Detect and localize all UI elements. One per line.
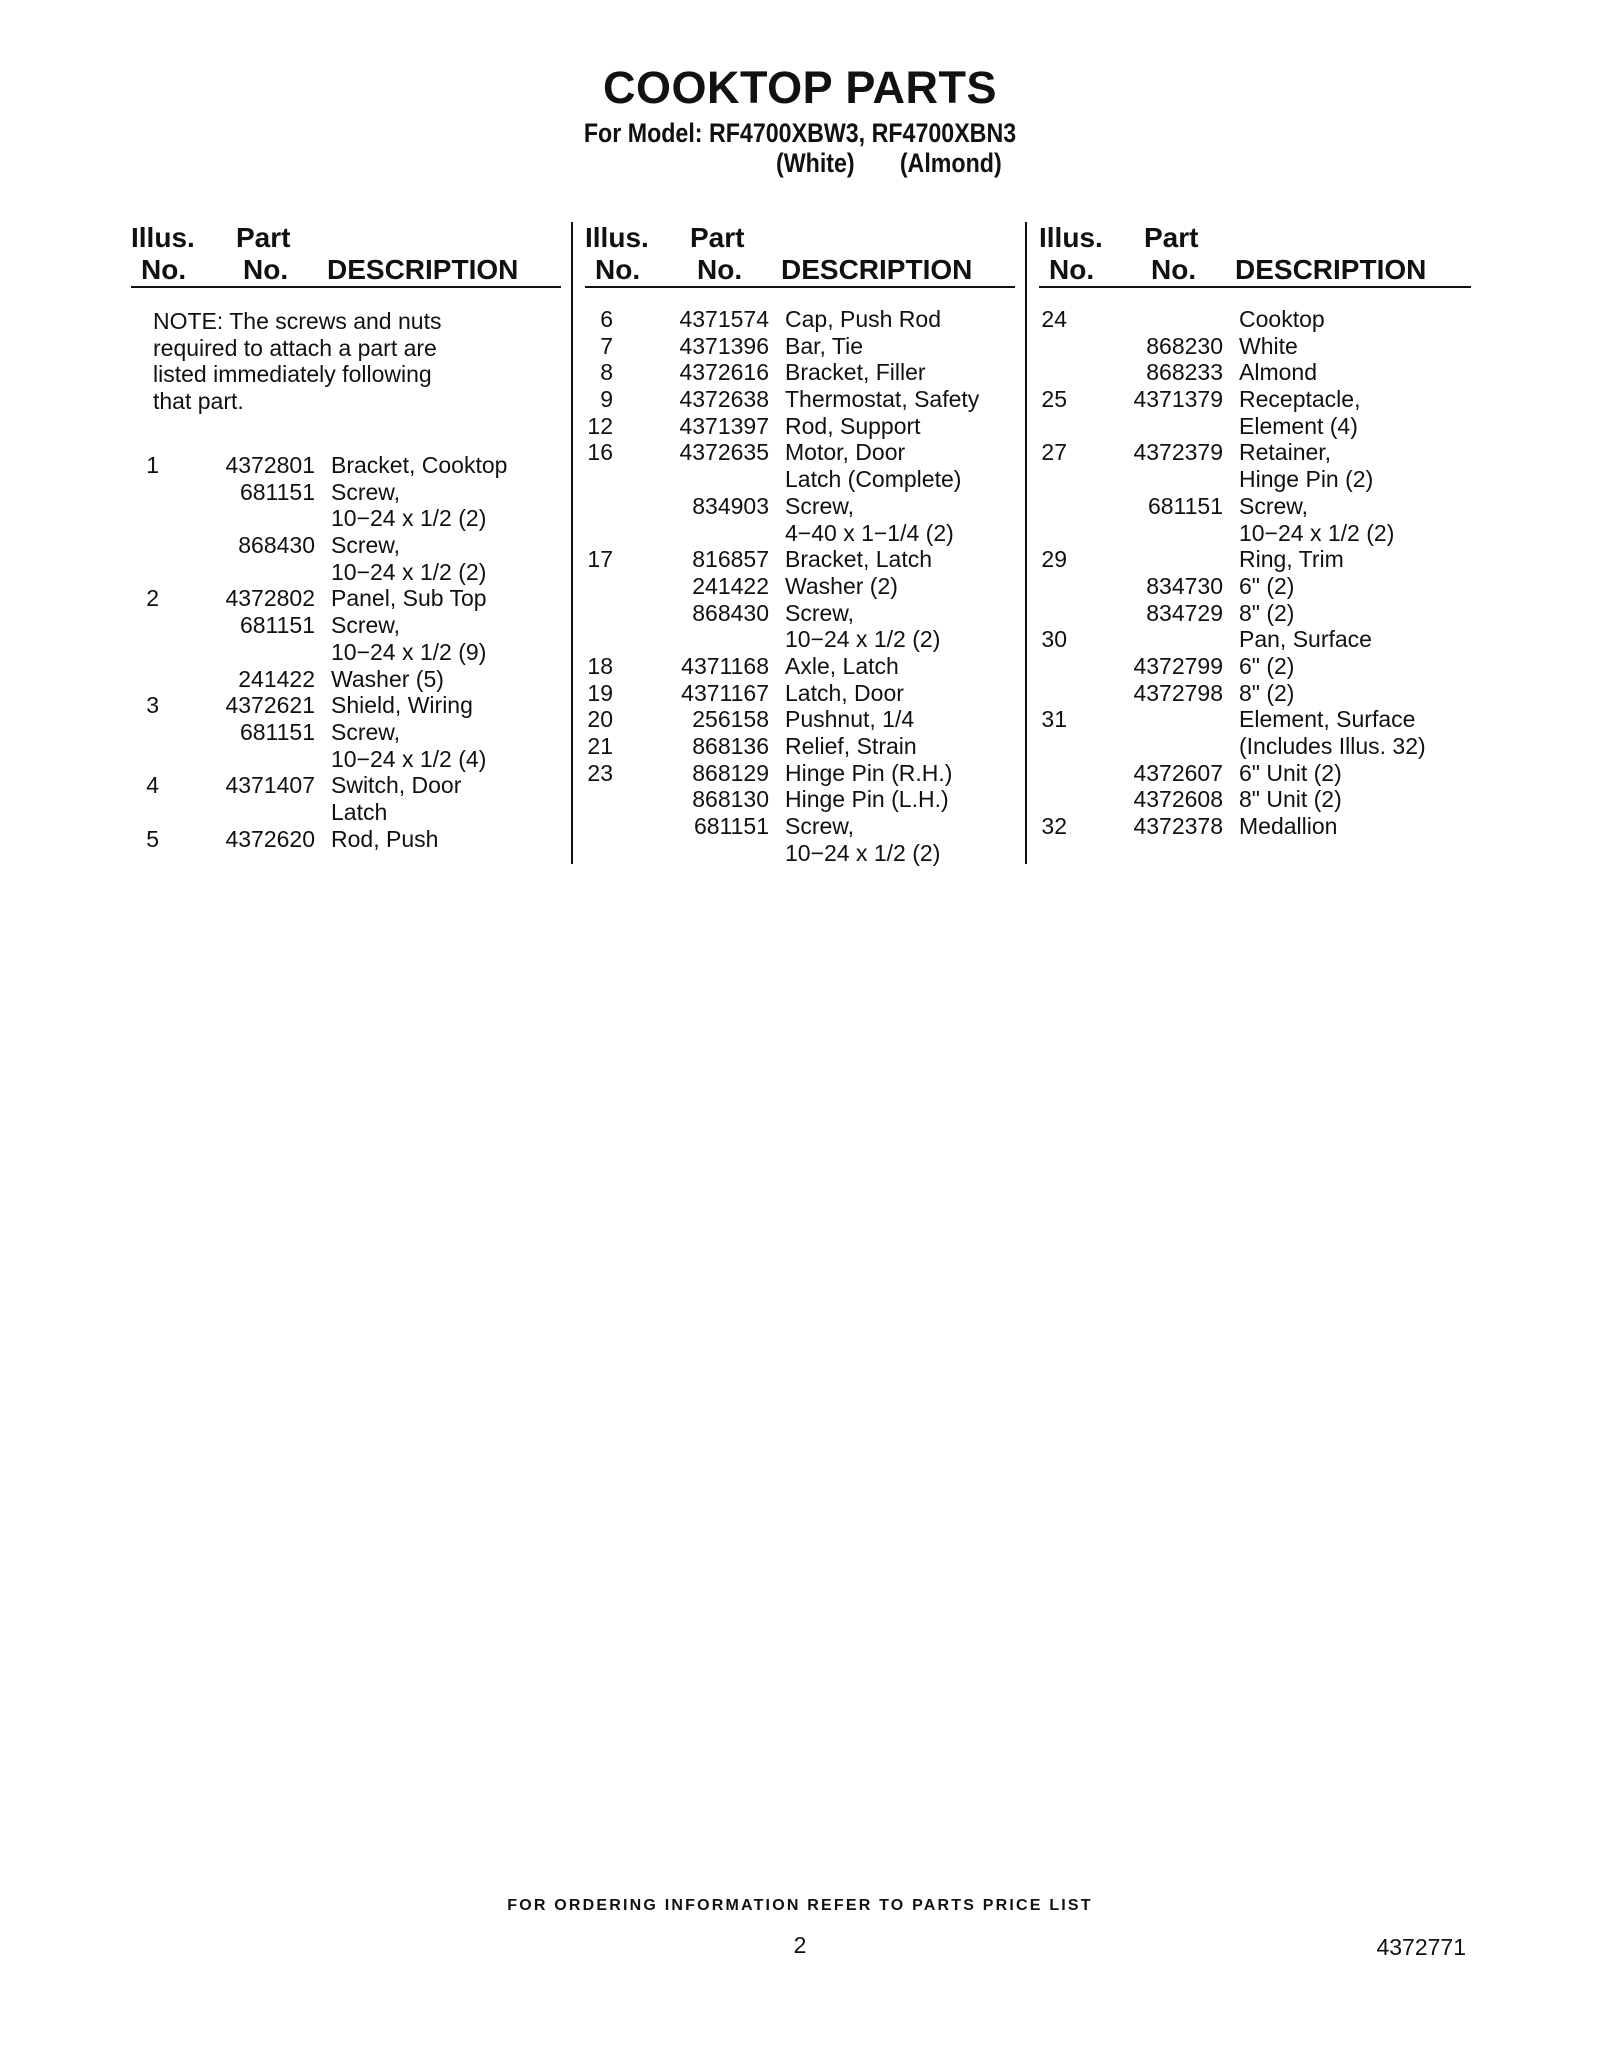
illus-no-header: No. xyxy=(1049,254,1095,285)
part-description: Motor, Door xyxy=(785,439,906,466)
part-number: 4372801 xyxy=(225,452,315,478)
part-number: 4371167 xyxy=(681,679,769,706)
part-description: Retainer, xyxy=(1239,439,1332,466)
illus-number: 2 xyxy=(146,585,159,612)
part-row xyxy=(585,520,1015,547)
part-description: Hinge Pin (2) xyxy=(1239,466,1374,493)
part-row xyxy=(1039,413,1469,440)
part-number: 4372608 xyxy=(1133,786,1223,813)
part-number: 4372379 xyxy=(1133,439,1223,466)
part-number: 4372620 xyxy=(225,825,315,852)
illus-number: 7 xyxy=(600,332,613,359)
part-row xyxy=(585,306,1015,333)
part-number: 816857 xyxy=(692,546,769,573)
parts-list xyxy=(585,306,1015,866)
ordering-info: FOR ORDERING INFORMATION REFER TO PARTS PRICE LIST xyxy=(507,1897,1093,1914)
part-row xyxy=(1039,573,1469,600)
part-description: Washer (2) xyxy=(785,572,898,599)
part-number: 4371407 xyxy=(225,772,315,799)
part-number: 681151 xyxy=(239,478,315,505)
column-header xyxy=(1039,220,1471,288)
part-number: 241422 xyxy=(238,665,315,692)
part-description: Screw, xyxy=(331,532,401,559)
part-description: Switch, Door xyxy=(331,772,462,799)
illus-number: 21 xyxy=(587,733,613,759)
part-number: 4371397 xyxy=(679,412,769,439)
part-row xyxy=(585,546,1015,573)
part-description: 8" (2) xyxy=(1239,599,1295,626)
part-row xyxy=(131,639,561,666)
part-description: 10−24 x 1/2 (2) xyxy=(785,839,941,866)
part-number: 4372621 xyxy=(225,692,315,719)
part-row xyxy=(1039,813,1469,840)
part-description: Receptacle, xyxy=(1239,386,1361,413)
part-number: 4371168 xyxy=(681,652,769,679)
page-number: 2 xyxy=(793,1932,807,1958)
part-row xyxy=(1039,466,1469,493)
illus-number: 19 xyxy=(587,679,613,706)
part-description: 6" (2) xyxy=(1239,572,1295,599)
part-row xyxy=(131,612,561,639)
part-number: 868233 xyxy=(1146,359,1223,386)
part-number: 681151 xyxy=(239,718,315,745)
part-number: 868136 xyxy=(692,733,769,759)
part-row xyxy=(131,479,561,506)
part-row xyxy=(1039,760,1469,787)
part-row xyxy=(131,772,561,799)
part-row xyxy=(585,626,1015,653)
illus-number: 6 xyxy=(600,306,613,332)
illus-number: 17 xyxy=(587,546,613,573)
part-description: Medallion xyxy=(1239,813,1338,840)
part-description: Latch, Door xyxy=(785,679,904,706)
part-description: Axle, Latch xyxy=(785,652,899,679)
illus-number: 27 xyxy=(1041,439,1067,466)
description-header: DESCRIPTION xyxy=(781,254,973,285)
description-header: DESCRIPTION xyxy=(327,254,519,285)
part-row xyxy=(131,692,561,719)
parts-column-3 xyxy=(1039,220,1469,860)
part-description: Washer (5) xyxy=(331,665,444,692)
part-description: Almond xyxy=(1239,359,1317,386)
part-description: Element (4) xyxy=(1239,412,1358,439)
part-row xyxy=(131,532,561,559)
part-row xyxy=(585,733,1015,760)
part-description: (Includes Illus. 32) xyxy=(1239,733,1426,759)
part-description: 10−24 x 1/2 (9) xyxy=(331,638,487,665)
part-description: 6" Unit (2) xyxy=(1239,759,1342,786)
part-number: 868130 xyxy=(692,786,769,813)
part-number: 834903 xyxy=(692,492,769,519)
part-number: 4372616 xyxy=(679,359,769,386)
part-description: Panel, Sub Top xyxy=(331,585,487,612)
part-description: Latch (Complete) xyxy=(785,466,962,493)
part-row xyxy=(131,559,561,586)
illus-number: 5 xyxy=(146,825,159,852)
part-row xyxy=(131,505,561,532)
part-description: Hinge Pin (R.H.) xyxy=(785,759,953,786)
part-no-header: No. xyxy=(1151,254,1197,285)
part-row xyxy=(131,719,561,746)
part-description: White xyxy=(1239,332,1298,359)
part-number: 4372802 xyxy=(225,585,315,612)
part-description: Screw, xyxy=(785,813,855,840)
illus-number: 3 xyxy=(146,692,159,719)
part-row xyxy=(585,573,1015,600)
part-number: 4372607 xyxy=(1133,759,1223,786)
part-row xyxy=(585,333,1015,360)
part-row xyxy=(131,666,561,693)
part-description: Screw, xyxy=(331,718,401,745)
part-number: 4371574 xyxy=(679,306,769,332)
part-number: 681151 xyxy=(239,612,315,639)
part-description: Shield, Wiring xyxy=(331,692,473,719)
illus-number: 32 xyxy=(1041,813,1067,840)
part-number: 868430 xyxy=(692,599,769,626)
part-description: Screw, xyxy=(331,478,401,505)
part-description: 4−40 x 1−1/4 (2) xyxy=(785,519,954,546)
part-description: Screw, xyxy=(1239,492,1309,519)
part-no-header: No. xyxy=(697,254,743,285)
illus-number: 23 xyxy=(587,759,613,786)
part-number: 4371396 xyxy=(679,332,769,359)
part-number: 4372799 xyxy=(1133,652,1223,679)
part-description: 10−24 x 1/2 (2) xyxy=(1239,519,1395,546)
part-row xyxy=(1039,653,1469,680)
parts-list xyxy=(1039,306,1469,840)
model-line: For Model: RF4700XBW3, RF4700XBN3 xyxy=(583,118,1017,148)
parts-list xyxy=(131,452,561,852)
part-no-header: No. xyxy=(243,254,289,285)
part-row xyxy=(585,386,1015,413)
part-row xyxy=(1039,386,1469,413)
part-row xyxy=(585,493,1015,520)
part-description: 10−24 x 1/2 (2) xyxy=(331,558,487,585)
part-row xyxy=(1039,439,1469,466)
column-header xyxy=(585,220,1015,288)
part-row xyxy=(585,653,1015,680)
part-description: Screw, xyxy=(785,492,855,519)
part-description: Pushnut, 1/4 xyxy=(785,706,915,733)
part-number: 256158 xyxy=(692,706,769,733)
part-row xyxy=(585,786,1015,813)
part-row xyxy=(1039,359,1469,386)
part-row xyxy=(1039,333,1469,360)
part-number: 4372798 xyxy=(1133,679,1223,706)
part-row xyxy=(585,466,1015,493)
description-header: DESCRIPTION xyxy=(1235,254,1427,285)
part-description: Screw, xyxy=(785,599,855,626)
part-row xyxy=(585,600,1015,627)
part-row xyxy=(1039,733,1469,760)
illus-number: 16 xyxy=(587,439,613,466)
part-row xyxy=(585,760,1015,787)
part-description: 10−24 x 1/2 (2) xyxy=(331,505,487,532)
part-description: Thermostat, Safety xyxy=(785,386,980,413)
part-row xyxy=(585,840,1015,867)
screws-note: NOTE: The screws and nuts required to attach a part are listed immediately following that part. xyxy=(153,308,442,414)
part-row xyxy=(585,706,1015,733)
illus-header: Illus. xyxy=(1039,222,1103,253)
column-header xyxy=(131,220,561,288)
part-number: 241422 xyxy=(692,572,769,599)
part-row xyxy=(131,452,561,479)
part-description: Ring, Trim xyxy=(1239,546,1344,573)
part-row xyxy=(585,359,1015,386)
illus-no-header: No. xyxy=(595,254,641,285)
part-number: 834730 xyxy=(1146,572,1223,599)
part-description: Bar, Tie xyxy=(785,332,863,359)
illus-header: Illus. xyxy=(585,222,649,253)
illus-number: 31 xyxy=(1041,706,1067,733)
part-row xyxy=(1039,600,1469,627)
part-number: 681151 xyxy=(1147,492,1223,519)
part-header: Part xyxy=(236,222,291,253)
part-description: Bracket, Cooktop xyxy=(331,452,508,478)
illus-no-header: No. xyxy=(141,254,187,285)
part-description: Latch xyxy=(331,798,388,825)
illus-number: 9 xyxy=(600,386,613,413)
part-description: 8" (2) xyxy=(1239,679,1295,706)
part-row xyxy=(131,585,561,612)
part-row xyxy=(131,826,561,853)
illus-number: 18 xyxy=(587,652,613,679)
part-row xyxy=(1039,786,1469,813)
part-description: 8" Unit (2) xyxy=(1239,786,1342,813)
part-description: Bracket, Latch xyxy=(785,546,933,573)
parts-column-1 xyxy=(131,220,561,860)
part-row xyxy=(1039,680,1469,707)
part-description: Pan, Surface xyxy=(1239,626,1372,653)
part-description: Bracket, Filler xyxy=(785,359,926,386)
part-row xyxy=(1039,626,1469,653)
part-description: Rod, Push xyxy=(331,825,439,852)
part-number: 4372635 xyxy=(679,439,769,466)
document-number: 4372771 xyxy=(1376,1934,1466,1960)
part-row xyxy=(1039,493,1469,520)
part-number: 681151 xyxy=(693,813,769,840)
illus-number: 24 xyxy=(1041,306,1067,332)
part-row xyxy=(1039,706,1469,733)
part-description: 6" (2) xyxy=(1239,652,1295,679)
part-number: 868129 xyxy=(692,759,769,786)
part-row xyxy=(585,413,1015,440)
part-number: 4372378 xyxy=(1133,813,1223,840)
color-variants-line: (White) (Almond) xyxy=(776,148,1002,178)
part-row xyxy=(585,439,1015,466)
part-row xyxy=(585,813,1015,840)
part-description: Relief, Strain xyxy=(785,733,917,759)
part-row xyxy=(1039,546,1469,573)
part-description: Hinge Pin (L.H.) xyxy=(785,786,949,813)
part-description: Rod, Support xyxy=(785,412,921,439)
part-row xyxy=(131,746,561,773)
illus-number: 12 xyxy=(587,412,613,439)
part-row xyxy=(1039,306,1469,333)
column-divider xyxy=(1025,222,1027,864)
part-description: Cap, Push Rod xyxy=(785,306,941,332)
parts-column-2 xyxy=(585,220,1015,866)
part-row xyxy=(131,799,561,826)
part-row xyxy=(585,680,1015,707)
part-header: Part xyxy=(1144,222,1199,253)
part-header: Part xyxy=(690,222,745,253)
illus-header: Illus. xyxy=(131,222,195,253)
part-description: 10−24 x 1/2 (2) xyxy=(785,626,941,653)
illus-number: 30 xyxy=(1041,626,1067,653)
part-number: 868430 xyxy=(238,532,315,559)
illus-number: 4 xyxy=(146,772,159,799)
part-description: Cooktop xyxy=(1239,306,1325,332)
illus-number: 29 xyxy=(1041,546,1067,573)
part-number: 834729 xyxy=(1146,599,1223,626)
page-title: COOKTOP PARTS xyxy=(602,62,998,113)
column-divider xyxy=(571,222,573,864)
part-number: 868230 xyxy=(1146,332,1223,359)
part-description: Screw, xyxy=(331,612,401,639)
part-description: Element, Surface xyxy=(1239,706,1416,733)
part-number: 4371379 xyxy=(1133,386,1223,413)
illus-number: 20 xyxy=(587,706,613,733)
illus-number: 25 xyxy=(1041,386,1067,413)
illus-number: 8 xyxy=(600,359,613,386)
part-number: 4372638 xyxy=(679,386,769,413)
part-row xyxy=(1039,520,1469,547)
illus-number: 1 xyxy=(146,452,159,478)
part-description: 10−24 x 1/2 (4) xyxy=(331,745,487,772)
